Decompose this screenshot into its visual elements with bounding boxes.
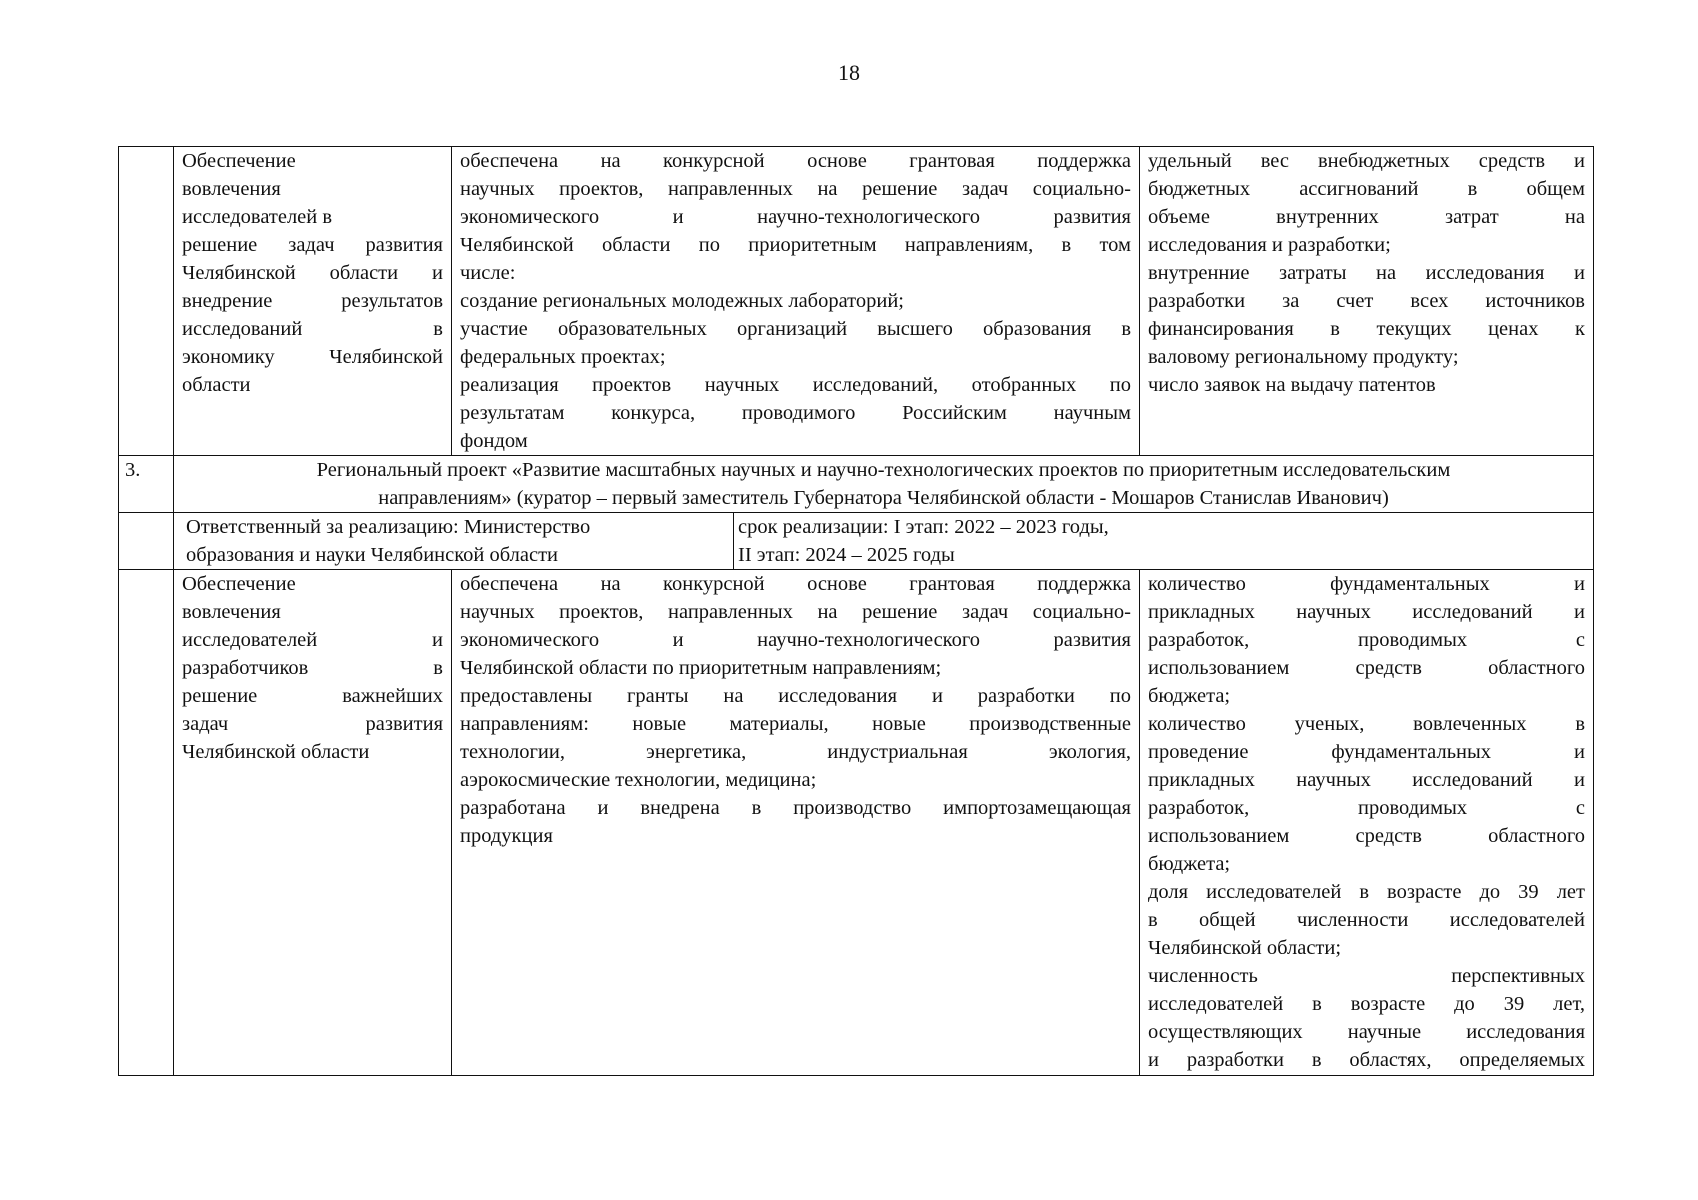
text-line: финансирования в текущих ценах к: [1148, 318, 1585, 340]
text-line: создание региональных молодежных лабораторий;: [460, 290, 905, 312]
text-line: реализация проектов научных исследований, отобранных по: [460, 374, 1131, 396]
text-line: обеспечена на конкурсной основе грантовая поддержка: [460, 150, 1131, 172]
text-line: экономического и научно-технологического развития: [460, 629, 1131, 651]
text-line: доля исследователей в возрасте до 39 лет: [1148, 881, 1585, 903]
text-line: решение важнейших: [182, 685, 443, 707]
section-number: 3.: [119, 456, 174, 513]
text-line: бюджета;: [1148, 853, 1231, 875]
text-line: валовому региональному продукту;: [1148, 346, 1459, 368]
program-table: [118, 146, 1594, 1076]
text-line: Челябинской области по приоритетным направлениям;: [460, 657, 942, 679]
text-line: исследования и разработки;: [1148, 234, 1391, 256]
text-line: числе:: [460, 262, 516, 284]
text-line: Челябинской области;: [1148, 937, 1342, 959]
text-line: прикладных научных исследований и: [1148, 769, 1585, 791]
text-line: объеме внутренних затрат на: [1148, 206, 1585, 228]
text-line: вовлечения: [182, 178, 281, 200]
text-line: количество ученых, вовлеченных в: [1148, 713, 1585, 735]
text-line: разработки за счет всех источников: [1148, 290, 1585, 312]
text-line: исследователей в возрасте до 39 лет,: [1148, 993, 1585, 1015]
text-line: бюджетных ассигнований в общем: [1148, 178, 1585, 200]
task-cell: [174, 570, 452, 1076]
text-line: число заявок на выдачу патентов: [1148, 374, 1436, 396]
text-line: срок реализации: I этап: 2022 – 2023 годы,: [738, 516, 1109, 538]
page-number: 18: [838, 60, 860, 85]
text-line: в общей численности исследователей: [1148, 909, 1585, 931]
text-line: задач развития: [182, 713, 443, 735]
text-line: и разработки в областях, определяемых: [1148, 1049, 1585, 1071]
text-line: разработана и внедрена в производство импортозамещающая: [460, 797, 1131, 819]
text-line: научных проектов, направленных на решение задач социально-: [460, 601, 1131, 623]
table-row: [119, 147, 1594, 456]
text-line: обеспечена на конкурсной основе грантовая поддержка: [460, 573, 1131, 595]
responsible-row: [119, 513, 1594, 570]
result-cell: [452, 147, 1140, 456]
text-line: бюджета;: [1148, 685, 1231, 707]
row-number-cell: [119, 147, 174, 456]
row-number-cell: [119, 513, 174, 570]
text-line: использованием средств областного: [1148, 825, 1585, 847]
text-line: II этап: 2024 – 2025 годы: [738, 544, 955, 566]
text-line: вовлечения: [182, 601, 281, 623]
text-line: Челябинской области: [182, 741, 370, 763]
responsible-executor: [182, 513, 734, 569]
text-line: проведение фундаментальных и: [1148, 741, 1585, 763]
text-line: технологии, энергетика, индустриальная экология,: [460, 741, 1131, 763]
text-line: внутренние затраты на исследования и: [1148, 262, 1585, 284]
text-line: разработок, проводимых с: [1148, 629, 1585, 651]
text-line: удельный вес внебюджетных средств и: [1148, 150, 1585, 172]
text-line: Челябинской области по приоритетным направлениям, в том: [460, 234, 1131, 256]
text-line: результатам конкурса, проводимого Российским научным: [460, 402, 1131, 424]
text-line: исследователей в: [182, 206, 333, 228]
task-cell: [174, 147, 452, 456]
section-title: [174, 456, 1594, 513]
text-line: Обеспечение: [182, 150, 296, 172]
text-line: фондом: [460, 430, 528, 452]
text-line: научных проектов, направленных на решение задач социально-: [460, 178, 1131, 200]
text-line: использованием средств областного: [1148, 657, 1585, 679]
text-line: численность перспективных: [1148, 965, 1585, 987]
text-line: Региональный проект «Развитие масштабных научных и научно-технологических проектов по приоритетным исследовательским: [316, 459, 1451, 481]
section-header-row: [119, 456, 1594, 513]
text-line: федеральных проектах;: [460, 346, 666, 368]
text-line: решение задач развития: [182, 234, 443, 256]
responsible-term-cell: [174, 513, 1594, 570]
result-cell: [452, 570, 1140, 1076]
text-line: экономического и научно-технологического развития: [460, 206, 1131, 228]
implementation-term: [734, 513, 1585, 569]
indicators-cell: [1140, 147, 1594, 456]
text-line: осуществляющих научные исследования: [1148, 1021, 1585, 1043]
text-line: экономику Челябинской: [182, 346, 443, 368]
text-line: направлениям: новые материалы, новые производственные: [460, 713, 1131, 735]
text-line: разработок, проводимых с: [1148, 797, 1585, 819]
text-line: Ответственный за реализацию: Министерство: [186, 516, 591, 538]
text-line: направлениям» (куратор – первый заместитель Губернатора Челябинской области - Мошаров Станислав Иванович): [378, 487, 1389, 509]
text-line: продукция: [460, 825, 553, 847]
text-line: разработчиков в: [182, 657, 443, 679]
text-line: прикладных научных исследований и: [1148, 601, 1585, 623]
text-line: количество фундаментальных и: [1148, 573, 1585, 595]
indicators-cell: [1140, 570, 1594, 1076]
text-line: Обеспечение: [182, 573, 296, 595]
text-line: области: [182, 374, 251, 396]
text-line: участие образовательных организаций высшего образования в: [460, 318, 1131, 340]
text-line: Челябинской области и: [182, 262, 443, 284]
text-line: образования и науки Челябинской области: [186, 544, 559, 566]
text-line: предоставлены гранты на исследования и разработки по: [460, 685, 1131, 707]
text-line: аэрокосмические технологии, медицина;: [460, 769, 817, 791]
table-row: [119, 570, 1594, 1076]
text-line: исследователей и: [182, 629, 443, 651]
text-line: исследований в: [182, 318, 443, 340]
text-line: внедрение результатов: [182, 290, 443, 312]
row-number-cell: [119, 570, 174, 1076]
